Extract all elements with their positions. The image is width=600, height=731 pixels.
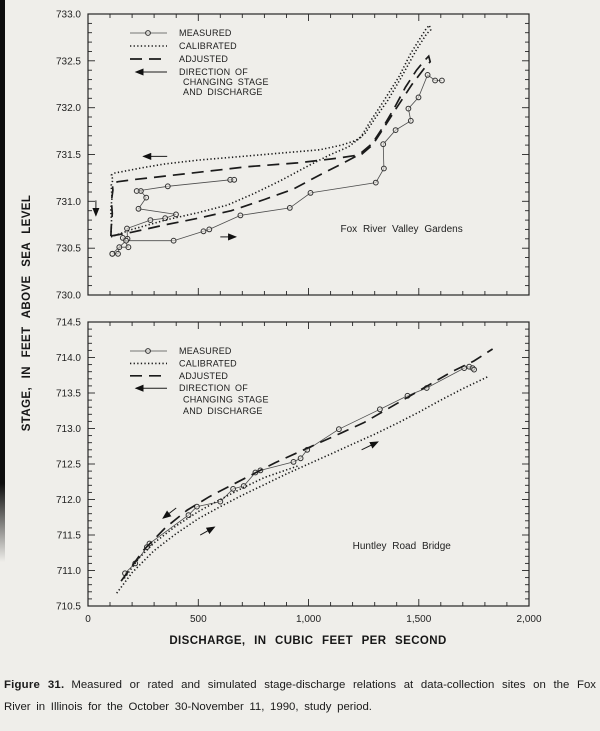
legend-measured-marker	[146, 31, 151, 36]
legend-label: CALIBRATED	[179, 358, 237, 369]
legend-label: CHANGING STAGE	[183, 394, 269, 405]
y-tick-label: 714.0	[55, 353, 81, 364]
data-point-marker	[337, 427, 342, 432]
y-tick-label: 730.5	[55, 243, 81, 255]
legend-label: ADJUSTED	[179, 370, 229, 381]
data-point-marker	[298, 456, 303, 461]
data-point-marker	[308, 191, 313, 196]
x-axis-title: DISCHARGE, IN CUBIC FEET PER SECOND	[169, 635, 447, 647]
direction-arrow	[163, 508, 176, 518]
y-tick-label: 711.5	[56, 530, 81, 542]
data-point-marker	[408, 118, 413, 123]
chart-huntley-road-bridge	[56, 318, 542, 626]
figure-caption-text: Measured or rated and simulated stage-discharge relations at data-collection sites on the Fox River in Illinois for the October 30-November 11, 1990, study period.	[4, 679, 596, 713]
data-point-marker	[373, 180, 378, 185]
data-point-marker	[406, 106, 411, 111]
data-point-marker	[148, 218, 153, 223]
data-point-marker	[117, 245, 122, 250]
data-point-marker	[433, 78, 438, 83]
y-tick-label: 712.0	[55, 495, 81, 506]
y-tick-label: 731.0	[55, 196, 81, 208]
y-tick-label: 710.5	[55, 601, 81, 613]
legend-label: CALIBRATED	[179, 41, 237, 51]
y-tick-label: 731.5	[55, 150, 81, 161]
data-point-marker	[393, 128, 398, 133]
legend-label: MEASURED	[179, 346, 232, 356]
y-tick-label: 732.5	[55, 56, 81, 68]
legend-label: DIRECTION OF	[179, 67, 248, 77]
data-point-marker	[472, 367, 477, 372]
legend-label: MEASURED	[179, 28, 232, 38]
y-tick-label: 733.0	[55, 9, 81, 21]
data-point-marker	[174, 212, 179, 217]
chart-fox-river-valley-gardens	[56, 10, 529, 302]
data-point-marker	[144, 195, 149, 200]
data-point-marker	[381, 142, 386, 147]
direction-arrow	[200, 527, 214, 535]
figure-caption-label: Figure 31.	[4, 679, 65, 691]
y-tick-label: 730.0	[55, 290, 81, 302]
data-point-marker	[291, 460, 296, 465]
y-tick-label: 713.0	[55, 424, 81, 435]
data-point-marker	[207, 227, 212, 232]
data-point-marker	[116, 251, 121, 256]
data-point-marker	[126, 245, 131, 250]
data-point-marker	[382, 166, 387, 171]
series-calibrated	[123, 466, 297, 580]
data-point-marker	[218, 499, 223, 504]
x-tick-label: 2,000	[516, 614, 542, 625]
data-point-marker	[136, 206, 141, 211]
data-point-marker	[165, 184, 170, 189]
site-label: Huntley Road Bridge	[352, 541, 451, 553]
y-tick-label: 712.5	[55, 459, 81, 471]
legend-label: CHANGING STAGE	[183, 77, 269, 87]
series-calibrated	[111, 25, 431, 237]
x-tick-label: 0	[85, 614, 91, 625]
legend-label: ADJUSTED	[179, 54, 229, 64]
data-point-marker	[231, 487, 236, 492]
site-label: Fox River Valley Gardens	[340, 224, 463, 236]
data-point-marker	[232, 177, 237, 182]
data-point-marker	[287, 206, 292, 211]
direction-arrow	[362, 442, 378, 450]
plot-frame	[88, 14, 529, 295]
legend-label: AND DISCHARGE	[183, 87, 263, 97]
data-point-marker	[425, 73, 430, 78]
x-tick-label: 1,500	[406, 614, 432, 625]
figure-caption	[4, 674, 596, 718]
x-tick-label: 1,000	[295, 614, 322, 625]
data-point-marker	[171, 238, 176, 243]
y-tick-label: 732.0	[55, 103, 81, 115]
data-point-marker	[124, 238, 129, 243]
data-point-marker	[201, 229, 206, 234]
y-axis-title: STAGE, IN FEET ABOVE SEA LEVEL	[21, 194, 33, 432]
x-tick-label: 500	[189, 614, 207, 625]
data-point-marker	[195, 504, 200, 509]
data-point-marker	[134, 189, 139, 194]
y-tick-label: 713.5	[55, 388, 81, 400]
series-calibrated	[117, 376, 490, 593]
data-point-marker	[440, 78, 445, 83]
legend-label: DIRECTION OF	[179, 383, 248, 394]
data-point-marker	[416, 95, 421, 100]
legend-label: AND DISCHARGE	[183, 406, 263, 417]
legend-measured-marker	[146, 349, 151, 354]
data-point-marker	[378, 407, 383, 412]
y-tick-label: 711.0	[56, 566, 81, 577]
data-point-marker	[110, 251, 115, 256]
y-tick-label: 714.5	[55, 317, 81, 329]
data-point-marker	[238, 213, 243, 218]
